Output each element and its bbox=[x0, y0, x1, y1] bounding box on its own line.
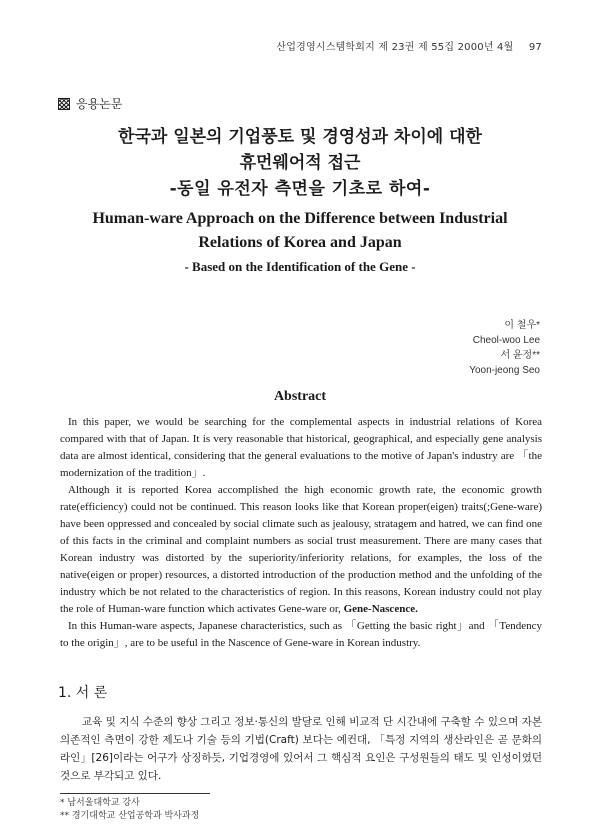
gene-nascence-term: Gene-Nascence. bbox=[343, 603, 418, 615]
abstract-paragraph-1: In this paper, we would be searching for the complemental aspects in industrial relations of Korea compared with that of Japan. It is very reasonable that historical, geographical, and especially gene analysis data are almost identical, considering that the general evaluations to the motive of Japan's industry are 「the modernization of the tradition」. bbox=[60, 416, 542, 479]
section-1-heading: 1. 서 론 bbox=[58, 685, 108, 701]
section-tag bbox=[58, 95, 122, 112]
english-title-line2: Relations of Korea and Japan bbox=[198, 234, 402, 251]
page-number: 97 bbox=[528, 42, 542, 53]
author-1-korean: 이 철우* bbox=[504, 320, 540, 331]
footnotes bbox=[60, 797, 199, 823]
hatched-square-icon bbox=[58, 98, 70, 110]
author-block bbox=[469, 318, 540, 378]
footnote-divider bbox=[60, 793, 210, 794]
abstract-paragraph-2-text: Although it is reported Korea accomplished the high economic growth rate, the economic growth rate(efficiency) could not be continued. This reason looks like that Korean proper(eigen) traits(;Gene-ware) have been oppressed and concealed by social climate such as jealousy, stratagem and hatred, we can find one of this facts in the criminal and complaint numbers as social trust measurement. There are many cases that Korean industry was distorted by the superiority/inferiority relations, for examples, the loss of the native(eigen or proper) resources, a distorted introduction of the production method and the unfolding of the industry which be not related to the characteristics of region. In this reasons, Korean industry could not play the role of Human-ware function which activates Gene-ware or, bbox=[60, 484, 542, 615]
korean-title-line2: 휴먼웨어적 접근 bbox=[239, 153, 361, 173]
abstract-paragraph-3: In this Human-ware aspects, Japanese characteristics, such as 「Getting the basic right」and 「Tendency to the origin」, are to be useful in the Nascence of Gene-ware in Korean industry. bbox=[60, 620, 542, 649]
section-1-paragraph: 교육 및 지식 수준의 향상 그리고 정보·통신의 발달로 인해 비교적 단 시간내에 구축할 수 있으며 자본의존적인 측면이 강한 제도나 기술 등의 기법(Craft) 보다는 예컨대, 「특정 지역의 생산라인은 곧 문화의 라인」[26]이라는 어구가 상징하듯, 기업경영에 있어서 그 핵심적 요인은 구성원들의 태도 및 인성이였던 것으로 부각되고 있다. bbox=[60, 716, 542, 782]
author-2-english: Yoon-jeong Seo bbox=[469, 365, 540, 376]
korean-title bbox=[0, 124, 600, 202]
english-title-line1: Human-ware Approach on the Difference between Industrial bbox=[92, 210, 508, 227]
journal-citation: 산업경영시스템학회지 제 23권 제 55집 2000년 4월 bbox=[276, 42, 514, 53]
section-1-body bbox=[60, 713, 542, 785]
abstract-body bbox=[60, 414, 542, 652]
english-subtitle: - Based on the Identification of the Gene - bbox=[184, 259, 416, 274]
author-2-korean: 서 윤정** bbox=[500, 350, 540, 361]
running-head bbox=[276, 38, 542, 53]
abstract-heading: Abstract bbox=[273, 389, 327, 404]
korean-title-line1: 한국과 일본의 기업풍토 및 경영성과 차이에 대한 bbox=[118, 127, 482, 147]
abstract-paragraph-2 bbox=[60, 482, 542, 618]
footnote-1: * 남서울대학교 강사 bbox=[60, 798, 140, 808]
korean-subtitle: -동일 유전자 측면을 기초로 하여- bbox=[169, 179, 431, 199]
footnote-2: ** 경기대학교 산업공학과 박사과정 bbox=[60, 811, 200, 821]
section-tag-label: 응용논문 bbox=[76, 97, 123, 111]
english-title bbox=[0, 207, 600, 279]
author-1-english: Cheol-woo Lee bbox=[472, 335, 540, 346]
